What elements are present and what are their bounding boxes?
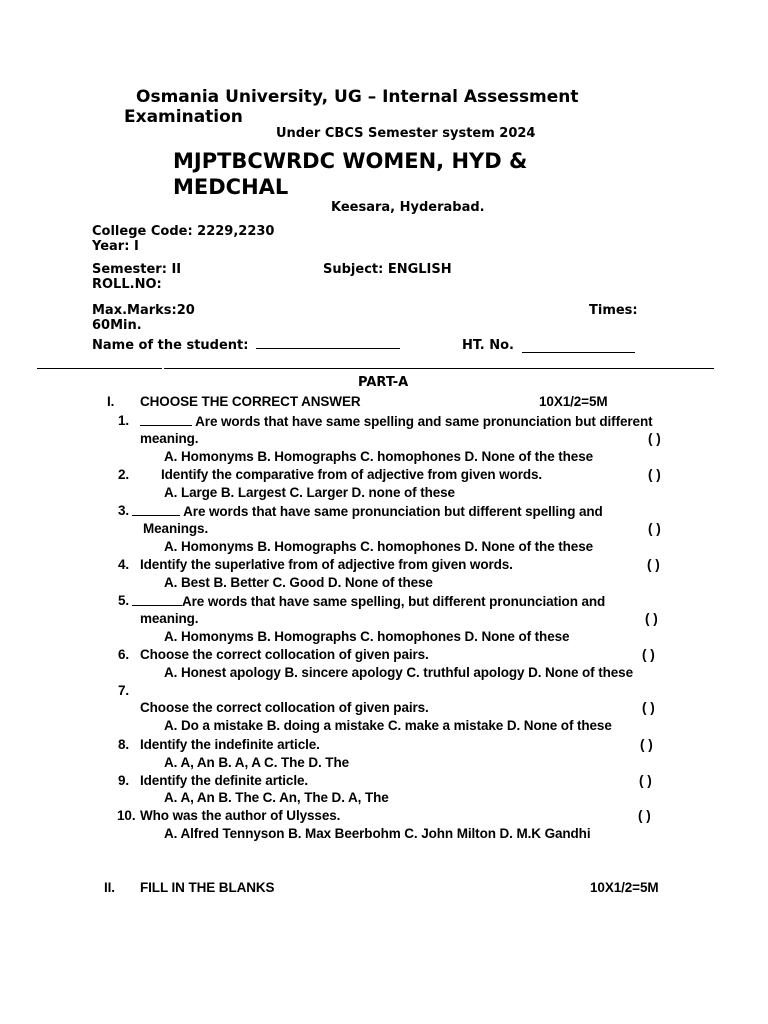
question-6-text: Choose the correct collocation of given pairs. bbox=[140, 647, 429, 662]
question-1 bbox=[140, 413, 652, 429]
university-title-line1: Osmania University, UG – Internal Assessment bbox=[136, 87, 579, 107]
answer-box-2: ( ) bbox=[648, 467, 661, 482]
question-9-options: A. A, An B. The C. An, The D. A, The bbox=[164, 790, 389, 805]
college-name-line1: MJPTBCWRDC WOMEN, HYD & bbox=[173, 149, 528, 173]
divider-right bbox=[164, 368, 714, 369]
question-6-number: 6. bbox=[118, 647, 130, 662]
question-3 bbox=[132, 503, 603, 519]
question-5 bbox=[132, 593, 605, 609]
answer-box-4: ( ) bbox=[647, 557, 660, 572]
question-4-number: 4. bbox=[118, 557, 130, 572]
answer-box-3: ( ) bbox=[648, 521, 661, 536]
question-5-text-cont: meaning. bbox=[140, 611, 199, 626]
answer-box-6: ( ) bbox=[642, 647, 655, 662]
answer-blank bbox=[132, 593, 182, 606]
roll-no: ROLL.NO: bbox=[92, 277, 162, 292]
question-10-text: Who was the author of Ulysses. bbox=[140, 808, 341, 823]
college-code: College Code: 2229,2230 bbox=[92, 224, 275, 239]
question-3-text-cont: Meanings. bbox=[143, 521, 209, 536]
question-4-options: A. Best B. Better C. Good D. None of these bbox=[164, 575, 433, 590]
question-2-options: A. Large B. Largest C. Larger D. none of these bbox=[164, 485, 455, 500]
question-10-options: A. Alfred Tennyson B. Max Beerbohm C. John Milton D. M.K Gandhi bbox=[164, 826, 591, 841]
university-title-line2: Examination bbox=[124, 107, 243, 127]
ht-no-label: HT. No. bbox=[462, 338, 514, 353]
question-10-number: 10. bbox=[117, 808, 136, 823]
question-9-number: 9. bbox=[118, 773, 130, 788]
question-8-text: Identify the indefinite article. bbox=[140, 737, 320, 752]
question-1-text: Are words that have same spelling and same pronunciation but different bbox=[192, 414, 653, 429]
section1-number: I. bbox=[107, 394, 115, 409]
section2-title: FILL IN THE BLANKS bbox=[140, 880, 275, 895]
question-1-text-cont: meaning. bbox=[140, 431, 199, 446]
year: Year: I bbox=[92, 239, 139, 254]
question-5-number: 5. bbox=[118, 593, 130, 608]
answer-box-5: ( ) bbox=[645, 611, 658, 626]
section2-marks: 10X1/2=5M bbox=[590, 880, 659, 895]
question-4-text: Identify the superlative from of adjective from given words. bbox=[140, 557, 513, 572]
times-label: Times: bbox=[589, 303, 638, 318]
student-name-blank bbox=[256, 348, 400, 349]
question-7-text: Choose the correct collocation of given pairs. bbox=[140, 700, 429, 715]
answer-box-1: ( ) bbox=[648, 431, 661, 446]
semester: Semester: II bbox=[92, 262, 182, 277]
answer-box-8: ( ) bbox=[640, 737, 653, 752]
answer-box-7: ( ) bbox=[642, 700, 655, 715]
ht-no-blank bbox=[522, 352, 635, 353]
college-name-line2: MEDCHAL bbox=[173, 175, 289, 199]
question-8-number: 8. bbox=[118, 737, 130, 752]
question-9-text: Identify the definite article. bbox=[140, 773, 309, 788]
question-5-text: Are words that have same spelling, but different pronunciation and bbox=[182, 594, 606, 609]
answer-blank bbox=[132, 503, 180, 516]
question-3-options: A. Homonyms B. Homographs C. homophones D. None of the these bbox=[164, 539, 594, 554]
question-6-options: A. Honest apology B. sincere apology C. truthful apology D. None of these bbox=[164, 665, 633, 680]
answer-box-10: ( ) bbox=[638, 808, 651, 823]
question-7-number: 7. bbox=[118, 683, 130, 698]
question-8-options: A. A, An B. A, A C. The D. The bbox=[164, 755, 349, 770]
part-a-heading: PART-A bbox=[358, 375, 409, 390]
question-2-text: Identify the comparative from of adjective from given words. bbox=[161, 467, 543, 482]
answer-blank bbox=[140, 413, 192, 426]
question-1-options: A. Homonyms B. Homographs C. homophones D. None of the these bbox=[164, 449, 594, 464]
section1-title: CHOOSE THE CORRECT ANSWER bbox=[140, 394, 361, 409]
question-1-number: 1. bbox=[118, 413, 130, 428]
section1-marks: 10X1/2=5M bbox=[539, 394, 608, 409]
college-location: Keesara, Hyderabad. bbox=[331, 200, 485, 215]
student-name-label: Name of the student: bbox=[92, 338, 249, 353]
question-3-text: Are words that have same pronunciation but different spelling and bbox=[180, 504, 603, 519]
subject: Subject: ENGLISH bbox=[323, 262, 452, 277]
question-2-number: 2. bbox=[118, 467, 130, 482]
section2-number: II. bbox=[104, 880, 115, 895]
divider-left bbox=[37, 368, 162, 369]
question-7-options: A. Do a mistake B. doing a mistake C. make a mistake D. None of these bbox=[164, 718, 612, 733]
max-marks: Max.Marks:20 bbox=[92, 303, 195, 318]
question-5-options: A. Homonyms B. Homographs C. homophones D. None of these bbox=[164, 629, 570, 644]
question-3-number: 3. bbox=[118, 503, 130, 518]
times-value: 60Min. bbox=[92, 318, 142, 333]
cbcs-system-line: Under CBCS Semester system 2024 bbox=[276, 126, 536, 141]
answer-box-9: ( ) bbox=[639, 773, 652, 788]
